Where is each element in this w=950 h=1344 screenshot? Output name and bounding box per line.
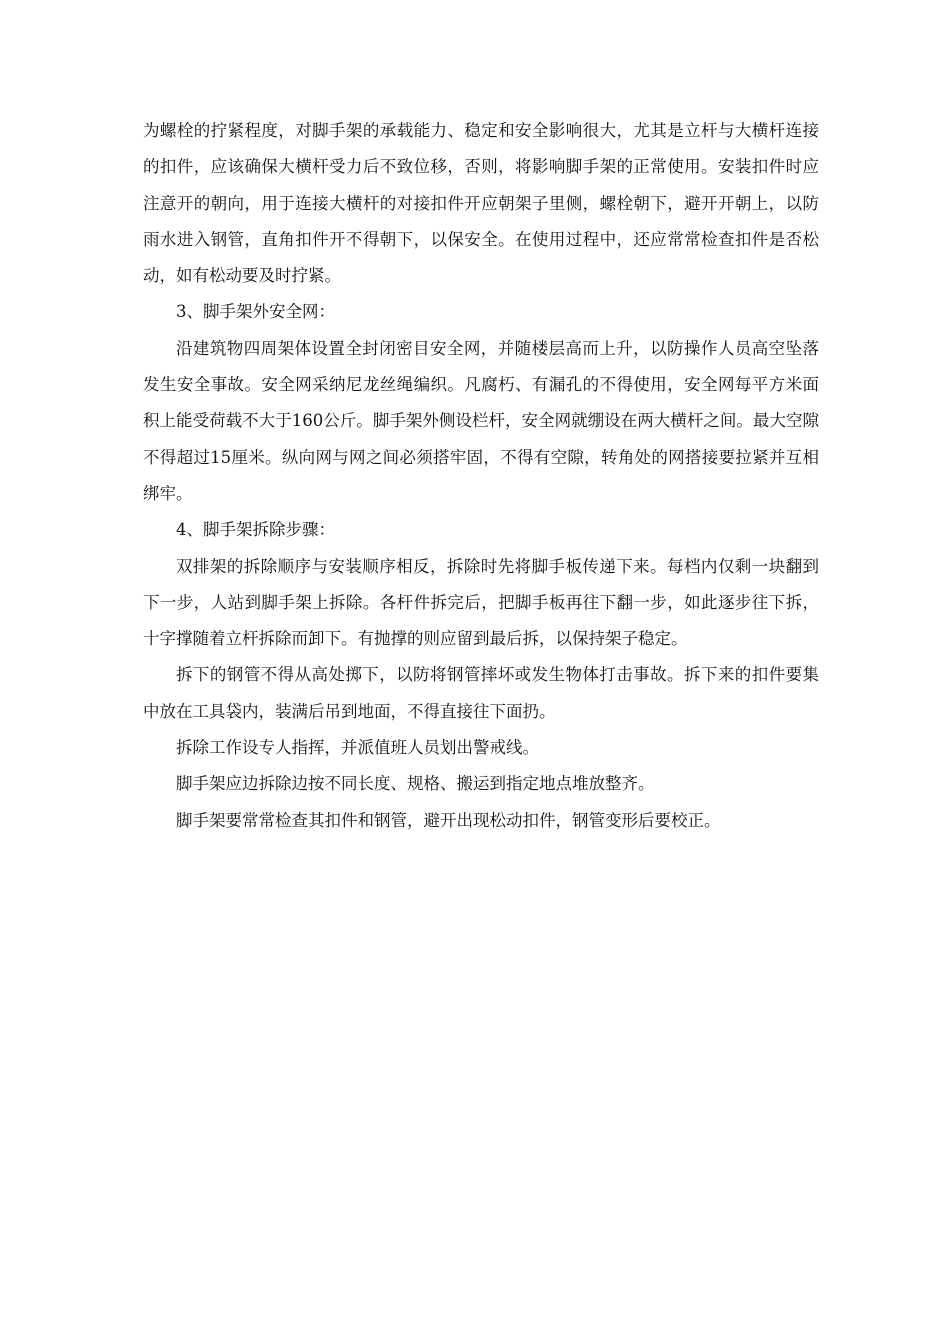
paragraph-bolt-tightening: 为螺栓的拧紧程度，对脚手架的承载能力、稳定和安全影响很大，尤其是立杆与大横杆连接的扣件，应该确保大横杆受力后不致位移，否则，将影响脚手架的正常使用。安装扣件时应注意开的朝向，用于连接大横杆的对接扣件开应朝架子里侧，螺栓朝下，避开开朝上，以防雨水进入钢管，直角扣件开不得朝下，以保安全。在使用过程中，还应常常检查扣件是否松动，如有松动要及时拧紧。 <box>143 121 819 286</box>
heading-safety-net: 3、脚手架外安全网： <box>176 302 335 322</box>
paragraph-supervision: 拆除工作设专人指挥，并派值班人员划出警戒线。 <box>176 738 539 758</box>
paragraph-inspection: 脚手架要常常检查其扣件和钢管，避开出现松动扣件，钢管变形后要校正。 <box>176 810 721 830</box>
heading-dismantling-steps: 4、脚手架拆除步骤： <box>176 520 335 540</box>
paragraph-dismantling-order: 双排架的拆除顺序与安装顺序相反，拆除时先将脚手板传递下来。每档内仅剩一块翻到下一步，人站到脚手架上拆除。各杆件拆完后，把脚手板再往下翻一步，如此逐步往下拆，十字撑随着立杆拆除而卸下。有抛撑的则应留到最后拆，以保持架子稳定。 <box>143 556 819 649</box>
paragraph-safety-net: 沿建筑物四周架体设置全封闭密目安全网，并随楼层高而上升，以防操作人员高空坠落发生安全事故。安全网采纳尼龙丝绳编织。凡腐朽、有漏孔的不得使用，安全网每平方米面积上能受荷载不大于160公斤。脚手架外侧设栏杆，安全网就绷设在两大横杆之间。最大空隙不得超过15厘米。纵向网与网之间必须搭牢固，不得有空隙，转角处的网搭接要拉紧并互相绑牢。 <box>143 338 819 503</box>
paragraph-steel-pipe-handling: 拆下的钢管不得从高处掷下，以防将钢管摔坏或发生物体打击事故。拆下来的扣件要集中放在工具袋内，装满后吊到地面，不得直接往下面扔。 <box>143 665 819 721</box>
paragraph-stacking: 脚手架应边拆除边按不同长度、规格、搬运到指定地点堆放整齐。 <box>176 774 655 794</box>
document-body <box>143 113 819 839</box>
